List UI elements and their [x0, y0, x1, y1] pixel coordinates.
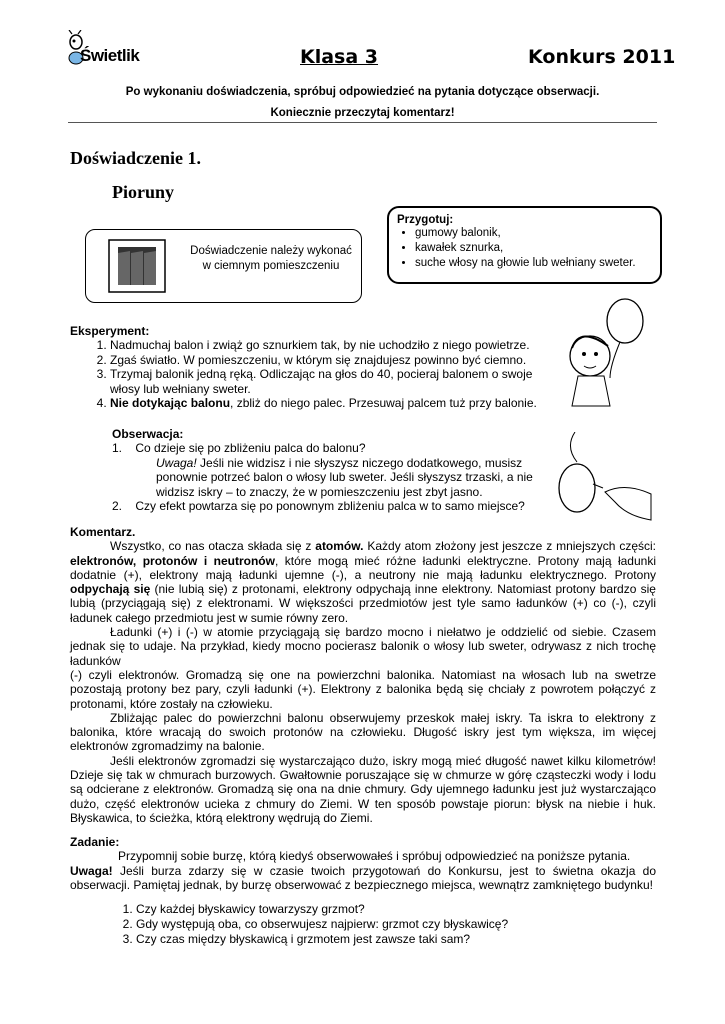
observation-q1: 1. Co dzieje się po zbliżeniu palca do balonu? — [112, 441, 366, 455]
step-item: 3. Trzymaj balonik jedną ręką. Odliczając na głos do 40, pocieraj balonem o swoje włosy lub wełniany sweter. — [110, 367, 550, 396]
step4-rest: , zbliż do niego palec. Przesuwaj palcem tuż przy balonie. — [230, 396, 537, 410]
read-comment-note: Koniecznie przeczytaj komentarz! — [270, 107, 455, 119]
prepare-item: • kawałek sznurka, — [415, 241, 652, 256]
observation-label: Obserwacja: — [112, 427, 184, 441]
comment-p2: Ładunki (+) i (-) w atomie przyciągają się bardzo mocno i niełatwo je oddzielić od siebie. Czasem jednak się to udaje. Na przykład, kiedy mocno pocierasz balonik o włosy lub sweter, odrywasz z nich trochę ładunków — [70, 625, 656, 668]
step-item: 1. Nadmuchaj balon i zwiąż go sznurkiem tak, by nie uchodziło z niego powietrze. — [110, 338, 550, 353]
task-label: Zadanie: — [70, 835, 120, 849]
comment-p3: Zbliżając palec do powierzchni balonu obserwujemy przeskok małej iskry. Ta iskra to elektrony z balonika, które wracają do swoich protonów na człowieku. Długość iskry jest tym większa, im więcej elektronów zgromadzimy na balonie. — [70, 710, 656, 754]
comment-p4: Jeśli elektronów zgromadzi się wystarczająco dużo, iskry mogą mieć długość nawet kilku kilometrów! Dzieje się tak w chmurach burzowych. Gwałtownie poruszające się w chmurze w górę cząsteczki wody i lodu są odcierane z elektronów. Gromadzą się ona na dnie chmury. Gdy ujemnego ładunku jest już wystarczająco dużo, część elektronów ucieka z chmury do Ziemi. W ten sposób powstaje piorun: błysk na niebie i huk. Błyskawica, to ścieżka, którą elektrony wędrują do Ziemi. — [70, 753, 656, 825]
step-item — [110, 396, 550, 411]
task-questions — [70, 902, 656, 947]
logo-text: Świetlik — [80, 46, 140, 65]
observation-section — [112, 427, 542, 514]
task-intro: Przypomnij sobie burzę, którą kiedyś obserwowałeś i spróbuj odpowiedzieć na poniższe pytania. — [118, 849, 631, 864]
prepare-item: • suche włosy na głowie lub wełniany sweter. — [415, 256, 652, 271]
curtain-icon — [108, 239, 166, 293]
boy-with-balloon-icon — [560, 296, 660, 416]
observation-list — [112, 441, 542, 514]
contest-title: Konkurs 2011 — [528, 46, 676, 68]
step4-bold: Nie dotykając balonu — [110, 396, 231, 410]
logo — [66, 30, 156, 70]
task-question: 2. Gdy występują oba, co obserwujesz najpierw: grzmot czy błyskawicę? — [136, 917, 656, 932]
experiment-heading: Doświadczenie 1. — [70, 148, 201, 168]
task-question: 1. Czy każdej błyskawicy towarzyszy grzmot? — [136, 902, 656, 917]
task-warning: Uwaga! Jeśli burza zdarzy się w czasie twoich przygotowań do Konkursu, jest to świetna okazja do obserwacji. Pamiętaj jednak, by burzę obserwować z bezpiecznego miejsca, wewnątrz zamkniętego budynku! — [70, 863, 656, 892]
prepare-title: Przygotuj: — [397, 214, 454, 226]
prepare-box — [387, 206, 662, 284]
prepare-item: • gumowy balonik, — [415, 226, 652, 241]
dark-room-box — [85, 229, 362, 303]
observation-q2: 2. Czy efekt powtarza się po ponownym zbliżeniu palca w to samo miejsce? — [112, 499, 525, 513]
dark-room-text: Doświadczenie należy wykonać w ciemnym pomieszczeniu — [190, 245, 352, 272]
comment-p1: Wszystko, co nas otacza składa się z atomów. Każdy atom złożony jest jeszcze z mniejszych części: elektronów, protonów i neutronów, które mogą mieć różne ładunki elektryczne. Protony mają ładunki dodatnie (+), elektrony mają ładunki ujemne (-), a neutrony nie mają ładunku elektrycznego. Protony odpychają się (nie lubią się) z protonami, elektrony odpychają inne elektrony. Natomiast protony bardzo się lubią (przyciągają się) z elektronami. W większości przedmiotów jest tyle samo ładunków (+) co (-), czyli ładunek całego przedmiotu jest w sumie równy zero. — [70, 539, 656, 625]
balloon-finger-icon — [555, 432, 655, 527]
instructions: Po wykonaniu doświadczenia, spróbuj odpowiedzieć na pytania dotyczące obserwacji. — [125, 86, 600, 98]
comment-p2b: (-) czyli elektronów. Gromadzą się one na powierzchni balonika. Natomiast na włosach lub na swetrze pozostają protony bez pary, czyli ładunki (+). Elektrony z balonika będą się chciały z powrotem połączyć z protonami, które zostały na człowieku. — [70, 667, 656, 711]
class-title: Klasa 3 — [300, 46, 379, 68]
task-section — [70, 835, 656, 947]
steps-label: Eksperyment: — [70, 324, 150, 338]
experiment-topic: Pioruny — [112, 182, 175, 202]
observation-warning: Uwaga! Jeśli nie widzisz i nie słyszysz niczego dodatkowego, musisz ponownie potrzeć balon o włosy lub sweter. Jeśli słyszysz trzaski, a nie widzisz iskry – to znaczy, że w pomieszczeniu jest zbyt jasno. — [156, 455, 533, 499]
comment-label: Komentarz. — [70, 525, 136, 539]
header-divider — [68, 122, 657, 123]
comment-section — [70, 525, 656, 825]
experiment-steps — [70, 324, 550, 411]
task-question: 3. Czy czas między błyskawicą i grzmotem jest zawsze taki sam? — [136, 932, 656, 947]
step-item: 2. Zgaś światło. W pomieszczeniu, w którym się znajdujesz powinno być ciemno. — [110, 353, 550, 368]
